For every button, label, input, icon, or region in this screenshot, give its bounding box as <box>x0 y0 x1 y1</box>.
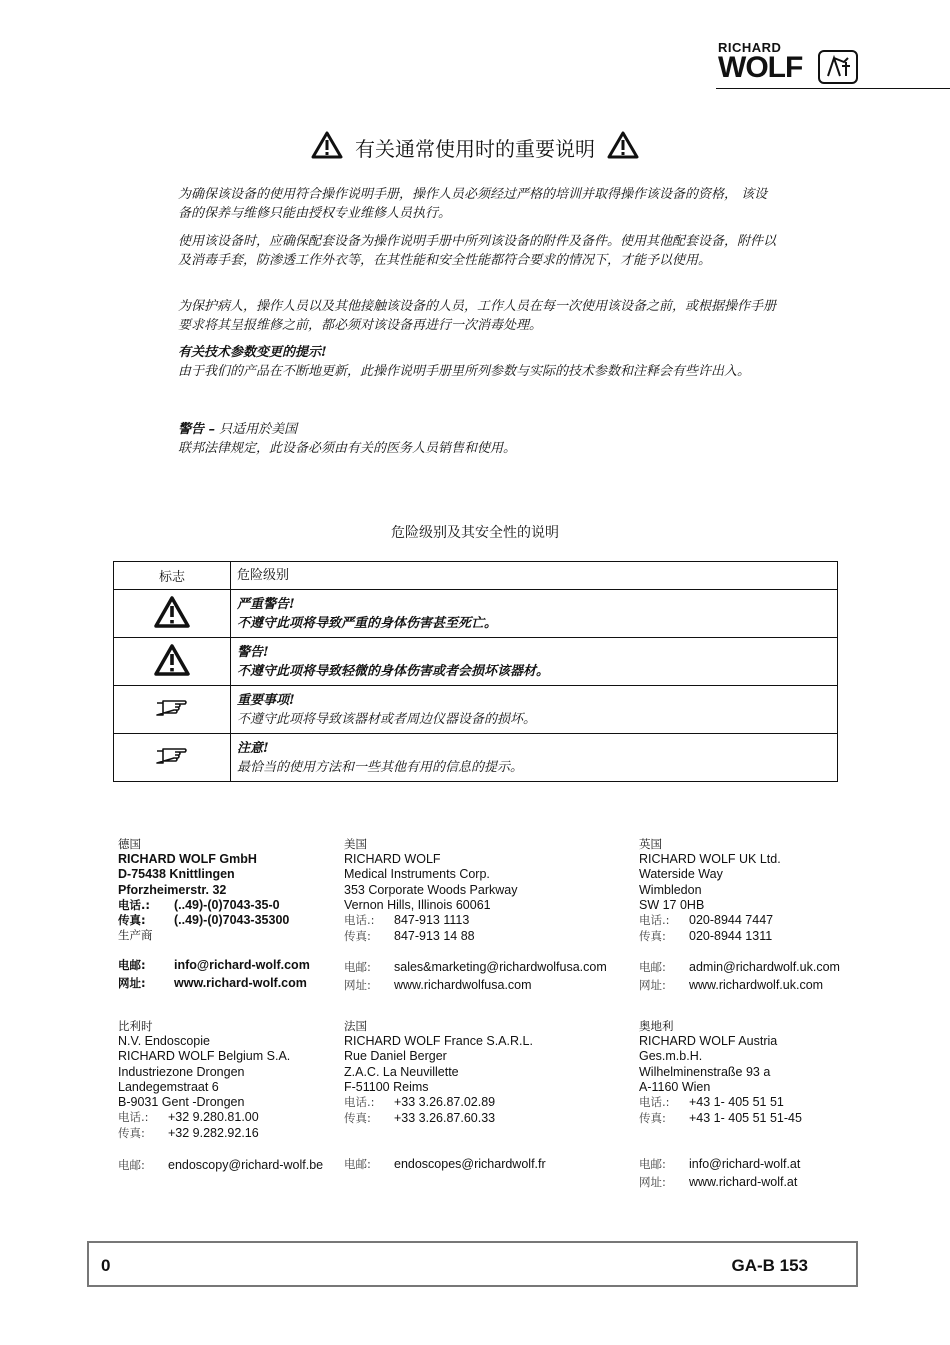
tech-notice <box>178 343 778 381</box>
disinfection-paragraph: 为保护病人，操作人员以及其他接触该设备的人员，工作人员在每一次使用该设备之前，或根据操作手册要求将其呈报维修之前，都必须对该设备再进行一次消毒处理。 <box>178 299 777 333</box>
email-link[interactable]: info@richard-wolf.com <box>174 958 310 973</box>
tech-notice-text: 由于我们的产品在不断地更新，此操作说明手册里所列参数与实际的技术参数和注释会有些许出入。 <box>178 364 751 379</box>
address-line: RICHARD WOLF UK Ltd. <box>639 852 781 867</box>
fax-label: 传真: <box>344 929 371 944</box>
fax-number: +32 9.282.92.16 <box>168 1126 259 1141</box>
address-line: N.V. Endoscopie <box>118 1034 210 1049</box>
phone-label: 电话.: <box>118 1110 149 1125</box>
web-link[interactable]: www.richardwolfusa.com <box>394 977 532 992</box>
fax-number: +33 3.26.87.60.33 <box>394 1111 496 1126</box>
page-footer <box>87 1241 858 1287</box>
email-label: 电邮: <box>118 958 146 973</box>
email-label: 电邮: <box>639 960 666 975</box>
address-line: B-9031 Gent -Drongen <box>118 1095 245 1110</box>
pointing-hand-icon <box>114 686 231 734</box>
address-line: A-1160 Wien <box>639 1079 711 1094</box>
phone-number: (..49)-(0)7043-35-0 <box>174 897 280 912</box>
address-line: Industriezone Drongen <box>118 1064 245 1079</box>
fax-number: (..49)-(0)7043-35300 <box>174 913 290 928</box>
warning-triangle-icon <box>114 590 231 638</box>
hazard-table-title: 危险级别及其安全性的说明 <box>391 525 559 541</box>
country-name: 英国 <box>639 837 662 851</box>
phone-label: 电话.: <box>344 913 375 928</box>
hazard-desc: 不遵守此项将导致该器材或者周边仪器设备的损坏。 <box>237 711 537 727</box>
address-line: Landegemstraat 6 <box>118 1079 219 1094</box>
address-line: RICHARD WOLF GmbH <box>118 852 257 867</box>
email-link[interactable]: info@richard-wolf.at <box>689 1157 801 1172</box>
country-name: 奥地利 <box>639 1019 674 1033</box>
header-rule <box>716 88 950 89</box>
hazard-table-header <box>114 562 838 590</box>
address-line: Wilhelminenstraße 93 a <box>639 1064 771 1079</box>
email-link[interactable]: endoscopy@richard-wolf.be <box>168 1157 324 1172</box>
email-link[interactable]: admin@richardwolf.uk.com <box>689 960 840 975</box>
hazard-level: 警告! <box>237 644 269 660</box>
address-uk <box>639 837 879 993</box>
address-line: Vernon Hills, Illinois 60061 <box>344 897 491 912</box>
fax-label: 传真: <box>344 1111 371 1126</box>
hazard-text <box>231 734 838 782</box>
page-title: 有关通常使用时的重要说明 <box>355 136 595 161</box>
phone-number: +32 9.280.81.00 <box>168 1110 259 1125</box>
address-line: F-51100 Reims <box>344 1079 429 1094</box>
web-label: 网址: <box>639 1174 666 1189</box>
hazard-level: 注意! <box>237 740 269 756</box>
logo-main-text: WOLF <box>718 51 803 84</box>
web-link[interactable]: www.richardwolf.uk.com <box>689 977 824 992</box>
email-label: 电邮: <box>639 1157 666 1172</box>
address-belgium <box>118 1019 338 1173</box>
fax-label: 传真: <box>118 913 146 928</box>
hazard-level: 重要事项! <box>237 692 295 708</box>
fax-label: 传真: <box>118 1126 145 1141</box>
header-level: 危险级别 <box>231 562 838 590</box>
email-link[interactable]: endoscopes@richardwolf.fr <box>394 1157 546 1172</box>
address-line: Pforzheimerstr. 32 <box>118 882 227 897</box>
phone-label: 电话.: <box>118 897 150 912</box>
address-line: Wimbledon <box>639 882 702 897</box>
address-france <box>344 1019 629 1173</box>
address-line: Medical Instruments Corp. <box>344 867 490 882</box>
table-row <box>114 734 838 782</box>
hazard-level: 严重警告! <box>237 596 295 612</box>
hazard-table <box>113 561 838 782</box>
address-line: RICHARD WOLF France S.A.R.L. <box>344 1034 533 1049</box>
address-line: D-75438 Knittlingen <box>118 867 235 882</box>
phone-number: 847-913 1113 <box>394 913 470 928</box>
us-warning-heading-rest: 只适用於美国 <box>215 422 298 437</box>
hazard-desc: 最恰当的使用方法和一些其他有用的信息的提示。 <box>237 759 524 775</box>
country-name: 美国 <box>344 837 367 851</box>
web-label: 网址: <box>344 977 371 992</box>
us-warning <box>178 420 778 458</box>
warning-triangle-icon <box>607 131 639 163</box>
address-line: RICHARD WOLF Belgium S.A. <box>118 1049 291 1064</box>
email-link[interactable]: sales&marketing@richardwolfusa.com <box>394 960 607 975</box>
email-label: 电邮: <box>344 1157 371 1172</box>
country-name: 比利时 <box>118 1019 153 1033</box>
web-link[interactable]: www.richard-wolf.com <box>174 975 307 990</box>
address-line: SW 17 0HB <box>639 897 705 912</box>
document-id: GA-B 153 <box>731 1256 808 1275</box>
address-line: Ges.m.b.H. <box>639 1049 703 1064</box>
page-number: 0 <box>101 1256 111 1275</box>
fax-number: 020-8944 1311 <box>689 929 773 944</box>
pointing-hand-icon <box>114 734 231 782</box>
phone-label: 电话.: <box>344 1095 375 1110</box>
training-paragraph: 为确保该设备的使用符合操作说明手册，操作人员必须经过严格的培训并取得操作该设备的资格， 该设备的保养与维修只能由授权专业维修人员执行。 <box>178 187 768 221</box>
accessories-paragraph: 使用该设备时，应确保配套设备为操作说明手册中所列该设备的附件及备件。使用其他配套设备，附件以及消毒手套，防渗透工作外衣等，在其性能和安全性能都符合要求的情况下，才能予以使用。 <box>178 234 777 268</box>
fax-label: 传真: <box>639 1111 666 1126</box>
phone-number: +43 1- 405 51 51 <box>689 1095 784 1110</box>
fax-label: 传真: <box>639 929 666 944</box>
hazard-text <box>231 686 838 734</box>
address-germany <box>118 837 338 991</box>
web-label: 网址: <box>639 977 666 992</box>
address-usa <box>344 837 629 993</box>
phone-label: 电话.: <box>639 1095 670 1110</box>
hazard-text <box>231 638 838 686</box>
table-row <box>114 638 838 686</box>
us-warning-text: 联邦法律规定，此设备必须由有关的医务人员销售和使用。 <box>178 441 517 456</box>
hazard-desc: 不遵守此项将导致轻微的身体伤害或者会损坏该器材。 <box>237 663 550 679</box>
fax-number: 847-913 14 88 <box>394 929 475 944</box>
address-line: Waterside Way <box>639 867 723 882</box>
manufacturer-label: 生产商 <box>118 928 153 943</box>
tech-notice-heading: 有关技术参数变更的提示! <box>178 345 327 360</box>
warning-triangle-icon <box>311 131 343 163</box>
hazard-desc: 不遵守此项将导致严重的身体伤害甚至死亡。 <box>237 615 498 631</box>
logo-top-text: RICHARD <box>718 40 782 55</box>
us-warning-heading: 警告 – <box>178 422 216 437</box>
email-label: 电邮: <box>118 1157 145 1172</box>
phone-label: 电话.: <box>639 913 670 928</box>
address-line: RICHARD WOLF <box>344 852 441 867</box>
address-austria <box>639 1019 879 1190</box>
country-name: 法国 <box>344 1019 367 1033</box>
address-line: RICHARD WOLF Austria <box>639 1034 778 1049</box>
header-symbol: 标志 <box>114 562 231 590</box>
phone-number: 020-8944 7447 <box>689 913 774 928</box>
richard-wolf-logo <box>716 40 950 92</box>
phone-number: +33 3.26.87.02.89 <box>394 1095 496 1110</box>
address-line: Z.A.C. La Neuvillette <box>344 1064 459 1079</box>
country-name: 德国 <box>118 837 141 851</box>
warning-triangle-icon <box>114 638 231 686</box>
page-title-row <box>0 130 950 164</box>
table-row <box>114 686 838 734</box>
fax-number: +43 1- 405 51 51-45 <box>689 1111 802 1126</box>
web-link[interactable]: www.richard-wolf.at <box>689 1174 798 1189</box>
web-label: 网址: <box>118 975 146 990</box>
address-line: Rue Daniel Berger <box>344 1049 447 1064</box>
address-line: 353 Corporate Woods Parkway <box>344 882 518 897</box>
email-label: 电邮: <box>344 960 371 975</box>
hazard-text <box>231 590 838 638</box>
wolf-emblem-icon <box>818 50 858 84</box>
table-row <box>114 590 838 638</box>
